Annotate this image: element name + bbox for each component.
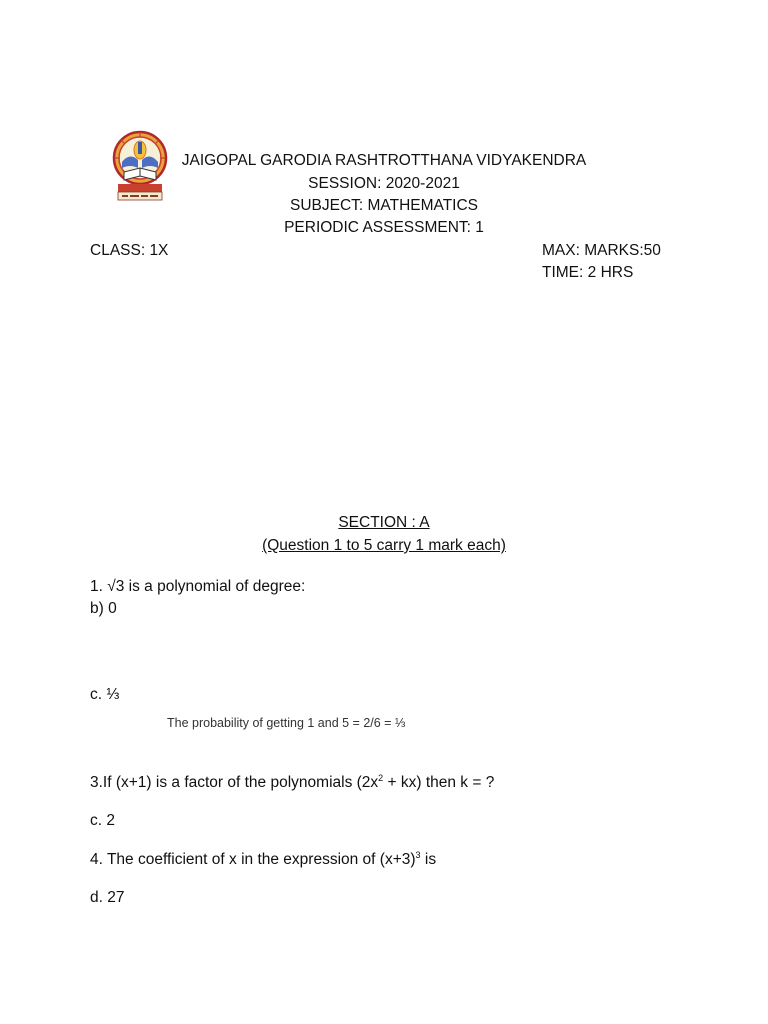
question-3-exponent: 2 xyxy=(378,773,384,783)
answer-3: c. 2 xyxy=(90,812,115,829)
question-1: 1. √3 is a polynomial of degree: xyxy=(90,578,306,595)
question-3 xyxy=(90,773,494,792)
subject-line: SUBJECT: MATHEMATICS xyxy=(289,197,479,214)
answer-4: d. 27 xyxy=(90,889,125,906)
question-3-text-b: + kx) then k = ? xyxy=(383,774,495,791)
question-4-exponent: 3 xyxy=(415,850,421,860)
question-3-text-a: 3.If (x+1) is a factor of the polynomials (2x xyxy=(90,774,379,791)
answer-2: c. ⅓ xyxy=(90,686,120,703)
class-label: CLASS: 1X xyxy=(90,242,169,259)
max-marks-label: MAX: MARKS:50 xyxy=(542,242,661,259)
assessment-line: PERIODIC ASSESSMENT: 1 xyxy=(284,219,484,236)
school-name: JAIGOPAL GARODIA RASHTROTTHANA VIDYAKENDRA xyxy=(181,152,587,169)
question-4 xyxy=(90,850,436,869)
question-4-text-b: is xyxy=(420,851,437,868)
section-note: (Question 1 to 5 carry 1 mark each) xyxy=(262,537,506,554)
question-4-text-a: 4. The coefficient of x in the expression of (x+3) xyxy=(90,851,416,868)
session-line: SESSION: 2020-2021 xyxy=(308,175,460,192)
answer-1: b) 0 xyxy=(90,600,117,617)
answer-2-explanation: The probability of getting 1 and 5 = 2/6 = ⅓ xyxy=(167,716,406,730)
section-title: SECTION : A xyxy=(338,514,430,531)
time-label: TIME: 2 HRS xyxy=(542,264,634,281)
